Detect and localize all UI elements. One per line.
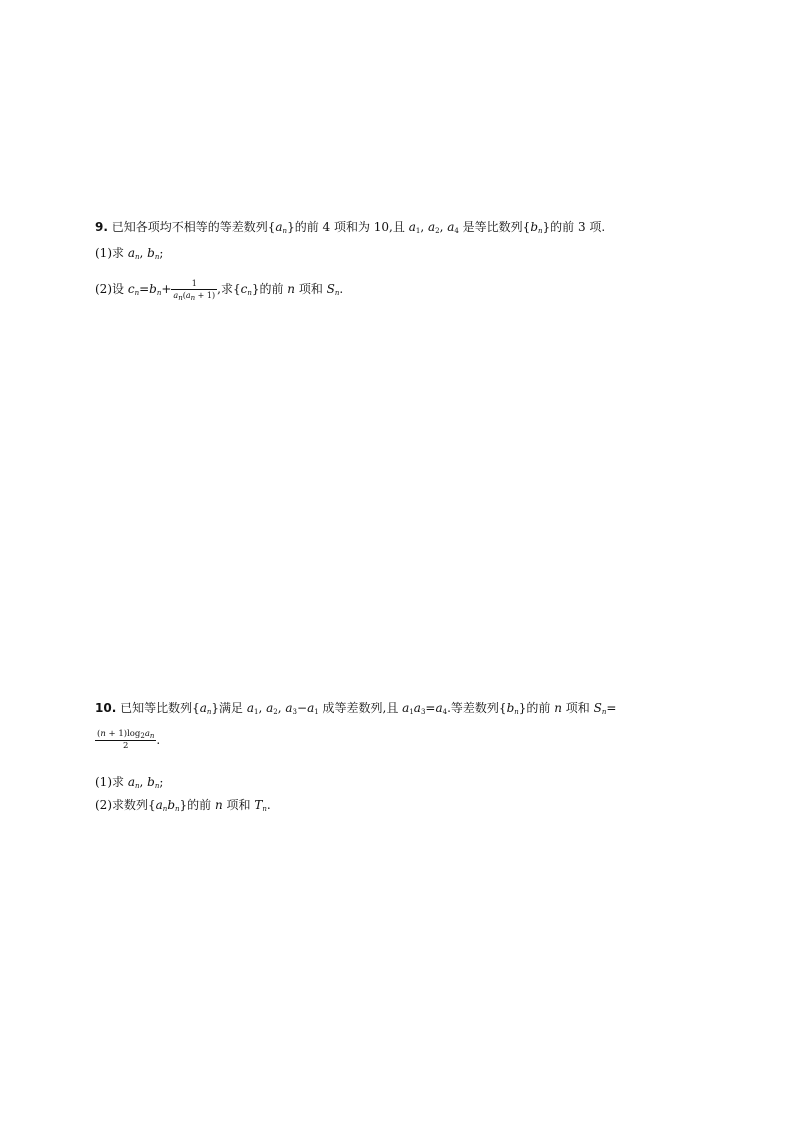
q10-part1: (1)求 $a_n$, $b_n$;	[95, 775, 164, 790]
q9-fraction: $\frac{1}{a_n(a_n + 1)}$	[173, 279, 216, 302]
q9-stem: 9. 已知各项均不相等的等差数列$\{a_n\}$的前 4 项和为 10,且 $a_1$, $a_2$, $a_4$ 是等比数列$\{b_n\}$的前 3 项.	[95, 220, 606, 235]
q9-part1: (1)求 $a_n$, $b_n$;	[95, 246, 164, 261]
q10-part2: (2)求数列$\{a_nb_n\}$的前 n 项和 $T_n$.	[95, 798, 271, 813]
q10-fraction: $\frac{(n + 1)\log_2a_n}{2}$	[97, 729, 155, 751]
q10-fraction-line: $\frac{(n + 1)\log_2a_n}{2}$ .	[97, 729, 161, 751]
q9-number: 9.	[95, 220, 108, 234]
q10-number: 10.	[95, 701, 117, 715]
q9-part2: (2)设 $c_n=b_n+$ $\frac{1}{a_n(a_n + 1)}$ ,求$\{c_n\}$的前 n 项和 $S_n$.	[95, 279, 344, 302]
q10-stem: 10. 已知等比数列$\{a_n\}$满足 $a_1$, $a_2$, $a_3-a_1$ 成等差数列,且 $a_1a_3=a_4$.等差数列$\{b_n\}$的前 n 项和 $S_n=$	[95, 701, 617, 716]
